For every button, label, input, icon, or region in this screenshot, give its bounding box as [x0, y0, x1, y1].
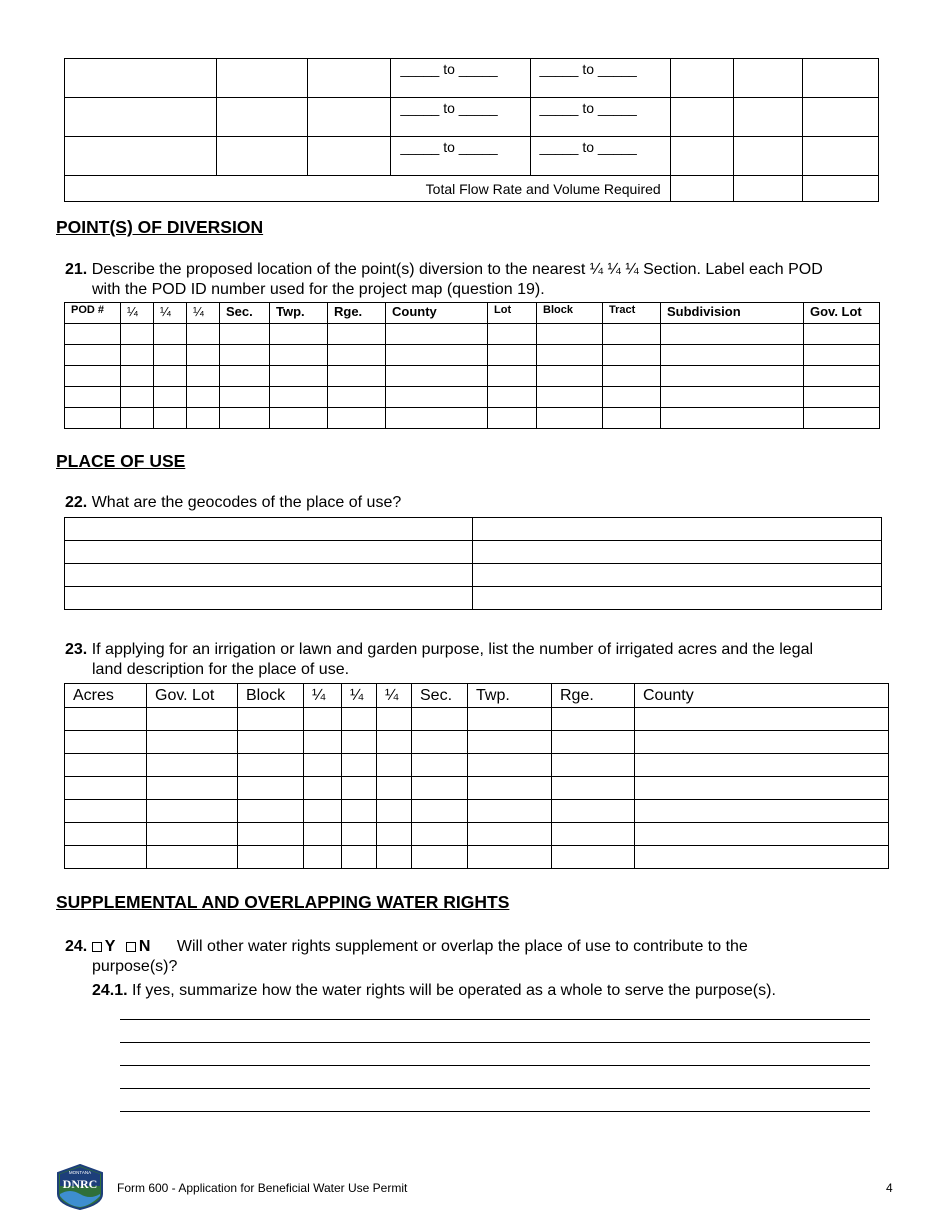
- pod-cell[interactable]: [603, 408, 661, 429]
- irrigation-cell[interactable]: [238, 754, 304, 777]
- no-checkbox[interactable]: [126, 942, 136, 952]
- irrigation-cell[interactable]: [377, 731, 412, 754]
- pod-cell[interactable]: [65, 366, 121, 387]
- irrigation-table: [64, 683, 889, 869]
- irrigation-cell[interactable]: [147, 800, 238, 823]
- pod-cell[interactable]: [386, 366, 488, 387]
- pod-col-header: Rge.: [328, 303, 386, 324]
- pod-heading: POINT(S) OF DIVERSION: [56, 217, 264, 237]
- pod-cell[interactable]: [386, 408, 488, 429]
- flow-cell[interactable]: [65, 137, 217, 176]
- geocode-row: [65, 518, 882, 541]
- irrigation-cell[interactable]: [412, 777, 468, 800]
- pod-cell[interactable]: [488, 408, 537, 429]
- irrigation-col-header: ¼: [377, 684, 412, 708]
- irrigation-col-header: ¼: [304, 684, 342, 708]
- question-21-text: Describe the proposed location of the point(s) diversion to the nearest ¼ ¼ ¼ Section. Label each POD: [91, 261, 823, 278]
- irrigation-cell[interactable]: [468, 800, 552, 823]
- pod-cell[interactable]: [65, 408, 121, 429]
- geocode-cell[interactable]: [65, 564, 473, 587]
- irrigation-cell[interactable]: [552, 777, 635, 800]
- irrigation-cell[interactable]: [552, 846, 635, 869]
- pod-cell[interactable]: [661, 366, 804, 387]
- flow-cell[interactable]: [802, 59, 878, 98]
- question-23: [65, 640, 813, 680]
- flow-cell[interactable]: [217, 59, 308, 98]
- pod-cell[interactable]: [187, 366, 220, 387]
- question-24-cont: purpose(s)?: [92, 958, 178, 975]
- pod-cell[interactable]: [386, 345, 488, 366]
- irrigation-cell[interactable]: [65, 731, 147, 754]
- pod-cell[interactable]: [270, 345, 328, 366]
- irrigation-cell[interactable]: [412, 708, 468, 731]
- pod-cell[interactable]: [270, 387, 328, 408]
- irrigation-cell[interactable]: [635, 846, 889, 869]
- question-21-number: 21.: [65, 261, 88, 278]
- logo-text: DNRC: [62, 1177, 98, 1191]
- pod-col-header: ¼: [154, 303, 187, 324]
- flow-total-row: [65, 176, 879, 202]
- pod-cell[interactable]: [661, 408, 804, 429]
- flow-rate-table: [64, 58, 879, 202]
- irrigation-cell[interactable]: [377, 846, 412, 869]
- irrigation-cell[interactable]: [304, 800, 342, 823]
- question-24: [65, 937, 748, 977]
- pod-cell[interactable]: [154, 366, 187, 387]
- flow-cell[interactable]: _____ to _____: [530, 59, 670, 98]
- irrigation-col-header: Acres: [65, 684, 147, 708]
- pod-cell[interactable]: [488, 387, 537, 408]
- irrigation-cell[interactable]: [65, 754, 147, 777]
- pod-cell[interactable]: [187, 408, 220, 429]
- question-22-number: 22.: [65, 494, 88, 511]
- geocode-table: [64, 517, 882, 610]
- pod-cell[interactable]: [488, 366, 537, 387]
- pod-row: [65, 387, 880, 408]
- pod-cell[interactable]: [386, 324, 488, 345]
- pod-col-header: Sec.: [220, 303, 270, 324]
- pod-cell[interactable]: [121, 366, 154, 387]
- flow-cell[interactable]: _____ to _____: [391, 59, 530, 98]
- total-flow-cell[interactable]: [733, 176, 802, 202]
- pod-cell[interactable]: [220, 324, 270, 345]
- irrigation-row: [65, 823, 889, 846]
- flow-cell[interactable]: [733, 98, 802, 137]
- flow-row: [65, 59, 879, 98]
- irrigation-cell[interactable]: [377, 800, 412, 823]
- irrigation-col-header: Block: [238, 684, 304, 708]
- pod-cell[interactable]: [220, 345, 270, 366]
- irrigation-cell[interactable]: [304, 708, 342, 731]
- flow-cell[interactable]: _____ to _____: [391, 137, 530, 176]
- pod-cell[interactable]: [804, 408, 880, 429]
- irrigation-cell[interactable]: [147, 754, 238, 777]
- yes-checkbox[interactable]: [92, 942, 102, 952]
- irrigation-cell[interactable]: [342, 800, 377, 823]
- irrigation-cell[interactable]: [147, 731, 238, 754]
- geocode-row: [65, 587, 882, 610]
- irrigation-cell[interactable]: [238, 731, 304, 754]
- pod-cell[interactable]: [121, 408, 154, 429]
- pod-cell[interactable]: [328, 345, 386, 366]
- irrigation-cell[interactable]: [238, 823, 304, 846]
- irrigation-cell[interactable]: [304, 754, 342, 777]
- answer-line[interactable]: [120, 1111, 870, 1112]
- irrigation-row: [65, 800, 889, 823]
- geocode-cell[interactable]: [65, 587, 473, 610]
- pod-cell[interactable]: [537, 408, 603, 429]
- irrigation-cell[interactable]: [635, 800, 889, 823]
- flow-cell[interactable]: [308, 137, 391, 176]
- flow-cell[interactable]: [802, 137, 878, 176]
- pod-row: [65, 324, 880, 345]
- geocode-cell[interactable]: [473, 541, 882, 564]
- pod-cell[interactable]: [154, 345, 187, 366]
- pod-cell[interactable]: [804, 345, 880, 366]
- irrigation-cell[interactable]: [552, 754, 635, 777]
- pod-cell[interactable]: [386, 387, 488, 408]
- flow-cell[interactable]: [802, 98, 878, 137]
- form-title: Form 600 - Application for Beneficial Water Use Permit: [117, 1181, 408, 1195]
- geocode-cell[interactable]: [65, 541, 473, 564]
- irrigation-col-header: County: [635, 684, 889, 708]
- irrigation-cell[interactable]: [635, 731, 889, 754]
- irrigation-cell[interactable]: [65, 846, 147, 869]
- irrigation-cell[interactable]: [342, 823, 377, 846]
- pod-cell[interactable]: [220, 366, 270, 387]
- flow-cell[interactable]: [308, 98, 391, 137]
- irrigation-cell[interactable]: [342, 777, 377, 800]
- pod-cell[interactable]: [154, 324, 187, 345]
- irrigation-cell[interactable]: [552, 731, 635, 754]
- irrigation-cell[interactable]: [147, 846, 238, 869]
- flow-cell[interactable]: [670, 98, 733, 137]
- irrigation-cell[interactable]: [304, 777, 342, 800]
- pod-cell[interactable]: [537, 366, 603, 387]
- pod-cell[interactable]: [154, 387, 187, 408]
- irrigation-cell[interactable]: [304, 846, 342, 869]
- pod-cell[interactable]: [270, 324, 328, 345]
- pod-cell[interactable]: [603, 366, 661, 387]
- pod-cell[interactable]: [65, 324, 121, 345]
- pod-cell[interactable]: [154, 408, 187, 429]
- irrigation-cell[interactable]: [412, 846, 468, 869]
- irrigation-cell[interactable]: [238, 800, 304, 823]
- irrigation-cell[interactable]: [412, 800, 468, 823]
- irrigation-cell[interactable]: [65, 708, 147, 731]
- pod-cell[interactable]: [537, 345, 603, 366]
- pod-cell[interactable]: [804, 387, 880, 408]
- total-flow-cell[interactable]: [670, 176, 733, 202]
- pod-cell[interactable]: [121, 387, 154, 408]
- irrigation-cell[interactable]: [635, 823, 889, 846]
- pod-col-header: Block: [537, 303, 603, 324]
- irrigation-cell[interactable]: [468, 777, 552, 800]
- flow-cell[interactable]: _____ to _____: [530, 137, 670, 176]
- pod-cell[interactable]: [804, 324, 880, 345]
- question-21-cont: with the POD ID number used for the project map (question 19).: [92, 281, 545, 298]
- page-number: 4: [886, 1181, 893, 1195]
- logo-top-text: MONTANA: [68, 1170, 92, 1175]
- irrigation-col-header: ¼: [342, 684, 377, 708]
- irrigation-row: [65, 754, 889, 777]
- irrigation-cell[interactable]: [377, 708, 412, 731]
- pod-cell[interactable]: [220, 387, 270, 408]
- irrigation-cell[interactable]: [377, 777, 412, 800]
- irrigation-cell[interactable]: [635, 777, 889, 800]
- pod-col-header: POD #: [65, 303, 121, 324]
- place-of-use-heading: PLACE OF USE: [56, 451, 186, 471]
- pod-cell[interactable]: [121, 324, 154, 345]
- question-23-number: 23.: [65, 641, 88, 658]
- flow-cell[interactable]: _____ to _____: [391, 98, 530, 137]
- pod-col-header: ¼: [121, 303, 154, 324]
- geocode-cell[interactable]: [473, 518, 882, 541]
- pod-cell[interactable]: [603, 387, 661, 408]
- irrigation-cell[interactable]: [304, 823, 342, 846]
- irrigation-cell[interactable]: [238, 846, 304, 869]
- flow-cell[interactable]: [217, 98, 308, 137]
- flow-cell[interactable]: [670, 137, 733, 176]
- flow-cell[interactable]: [65, 98, 217, 137]
- total-flow-label: Total Flow Rate and Volume Required: [65, 176, 671, 202]
- question-24-number: 24.: [65, 938, 88, 955]
- pod-col-header: Subdivision: [661, 303, 804, 324]
- pod-cell[interactable]: [220, 408, 270, 429]
- dnrc-logo: [56, 1164, 104, 1210]
- irrigation-col-header: Sec.: [412, 684, 468, 708]
- pod-row: [65, 408, 880, 429]
- pod-cell[interactable]: [65, 345, 121, 366]
- irrigation-cell[interactable]: [468, 708, 552, 731]
- pod-cell[interactable]: [121, 345, 154, 366]
- answer-line[interactable]: [120, 1088, 870, 1089]
- pod-col-header: Gov. Lot: [804, 303, 880, 324]
- irrigation-cell[interactable]: [412, 731, 468, 754]
- no-label: N: [138, 938, 151, 955]
- geocode-cell[interactable]: [473, 587, 882, 610]
- irrigation-cell[interactable]: [304, 731, 342, 754]
- geocode-cell[interactable]: [473, 564, 882, 587]
- flow-cell[interactable]: [733, 137, 802, 176]
- irrigation-col-header: Gov. Lot: [147, 684, 238, 708]
- pod-row: [65, 345, 880, 366]
- irrigation-cell[interactable]: [552, 823, 635, 846]
- pod-cell[interactable]: [328, 387, 386, 408]
- answer-line[interactable]: [120, 1042, 870, 1043]
- irrigation-cell[interactable]: [238, 708, 304, 731]
- pod-row: [65, 366, 880, 387]
- pod-cell[interactable]: [187, 324, 220, 345]
- irrigation-cell[interactable]: [468, 754, 552, 777]
- geocode-row: [65, 564, 882, 587]
- pod-cell[interactable]: [537, 387, 603, 408]
- irrigation-cell[interactable]: [635, 708, 889, 731]
- pod-cell[interactable]: [270, 366, 328, 387]
- irrigation-cell[interactable]: [552, 708, 635, 731]
- total-flow-cell[interactable]: [802, 176, 878, 202]
- flow-cell[interactable]: [65, 59, 217, 98]
- irrigation-cell[interactable]: [468, 846, 552, 869]
- irrigation-row: [65, 708, 889, 731]
- flow-cell[interactable]: [308, 59, 391, 98]
- pod-cell[interactable]: [603, 345, 661, 366]
- pod-cell[interactable]: [603, 324, 661, 345]
- irrigation-cell[interactable]: [65, 777, 147, 800]
- pod-cell[interactable]: [661, 387, 804, 408]
- irrigation-cell[interactable]: [635, 754, 889, 777]
- pod-cell[interactable]: [661, 345, 804, 366]
- irrigation-cell[interactable]: [147, 777, 238, 800]
- irrigation-row: [65, 731, 889, 754]
- irrigation-cell[interactable]: [377, 823, 412, 846]
- irrigation-cell[interactable]: [65, 800, 147, 823]
- pod-col-header: Twp.: [270, 303, 328, 324]
- irrigation-cell[interactable]: [342, 754, 377, 777]
- pod-cell[interactable]: [488, 324, 537, 345]
- flow-row: [65, 137, 879, 176]
- pod-col-header: Tract: [603, 303, 661, 324]
- flow-cell[interactable]: [217, 137, 308, 176]
- irrigation-cell[interactable]: [342, 708, 377, 731]
- irrigation-cell[interactable]: [342, 846, 377, 869]
- pod-cell[interactable]: [661, 324, 804, 345]
- question-23-cont: land description for the place of use.: [92, 661, 350, 678]
- irrigation-row: [65, 846, 889, 869]
- pod-cell[interactable]: [488, 345, 537, 366]
- pod-col-header: ¼: [187, 303, 220, 324]
- question-24-text: Will other water rights supplement or overlap the place of use to contribute to the: [176, 938, 748, 955]
- irrigation-row: [65, 777, 889, 800]
- flow-cell[interactable]: _____ to _____: [530, 98, 670, 137]
- irrigation-cell[interactable]: [147, 823, 238, 846]
- pod-cell[interactable]: [187, 387, 220, 408]
- irrigation-cell[interactable]: [552, 800, 635, 823]
- geocode-cell[interactable]: [65, 518, 473, 541]
- pod-table: [64, 302, 880, 429]
- pod-cell[interactable]: [187, 345, 220, 366]
- answer-line[interactable]: [120, 1019, 870, 1020]
- flow-cell[interactable]: [670, 59, 733, 98]
- irrigation-col-header: Twp.: [468, 684, 552, 708]
- pod-col-header: Lot: [488, 303, 537, 324]
- question-22: [65, 493, 401, 513]
- pod-cell[interactable]: [328, 324, 386, 345]
- question-24-1: [92, 981, 776, 1001]
- flow-cell[interactable]: [733, 59, 802, 98]
- irrigation-cell[interactable]: [468, 731, 552, 754]
- geocode-row: [65, 541, 882, 564]
- answer-line[interactable]: [120, 1065, 870, 1066]
- yes-label: Y: [104, 938, 116, 955]
- pod-cell[interactable]: [804, 366, 880, 387]
- pod-cell[interactable]: [328, 366, 386, 387]
- irrigation-cell[interactable]: [412, 754, 468, 777]
- pod-cell[interactable]: [270, 408, 328, 429]
- irrigation-cell[interactable]: [377, 754, 412, 777]
- irrigation-cell[interactable]: [468, 823, 552, 846]
- pod-cell[interactable]: [65, 387, 121, 408]
- question-24-1-text: If yes, summarize how the water rights will be operated as a whole to serve the purpose(s).: [132, 982, 776, 999]
- irrigation-cell[interactable]: [238, 777, 304, 800]
- question-24-1-number: 24.1.: [92, 982, 128, 999]
- irrigation-cell[interactable]: [412, 823, 468, 846]
- pod-col-header: County: [386, 303, 488, 324]
- irrigation-cell[interactable]: [342, 731, 377, 754]
- supplemental-heading: SUPPLEMENTAL AND OVERLAPPING WATER RIGHTS: [56, 892, 510, 912]
- pod-cell[interactable]: [537, 324, 603, 345]
- pod-cell[interactable]: [328, 408, 386, 429]
- irrigation-col-header: Rge.: [552, 684, 635, 708]
- question-23-text: If applying for an irrigation or lawn and garden purpose, list the number of irrigated acres and the legal: [91, 641, 814, 658]
- question-21: [65, 260, 823, 300]
- irrigation-cell[interactable]: [147, 708, 238, 731]
- flow-row: [65, 98, 879, 137]
- question-22-text: What are the geocodes of the place of use?: [91, 494, 402, 511]
- irrigation-cell[interactable]: [65, 823, 147, 846]
